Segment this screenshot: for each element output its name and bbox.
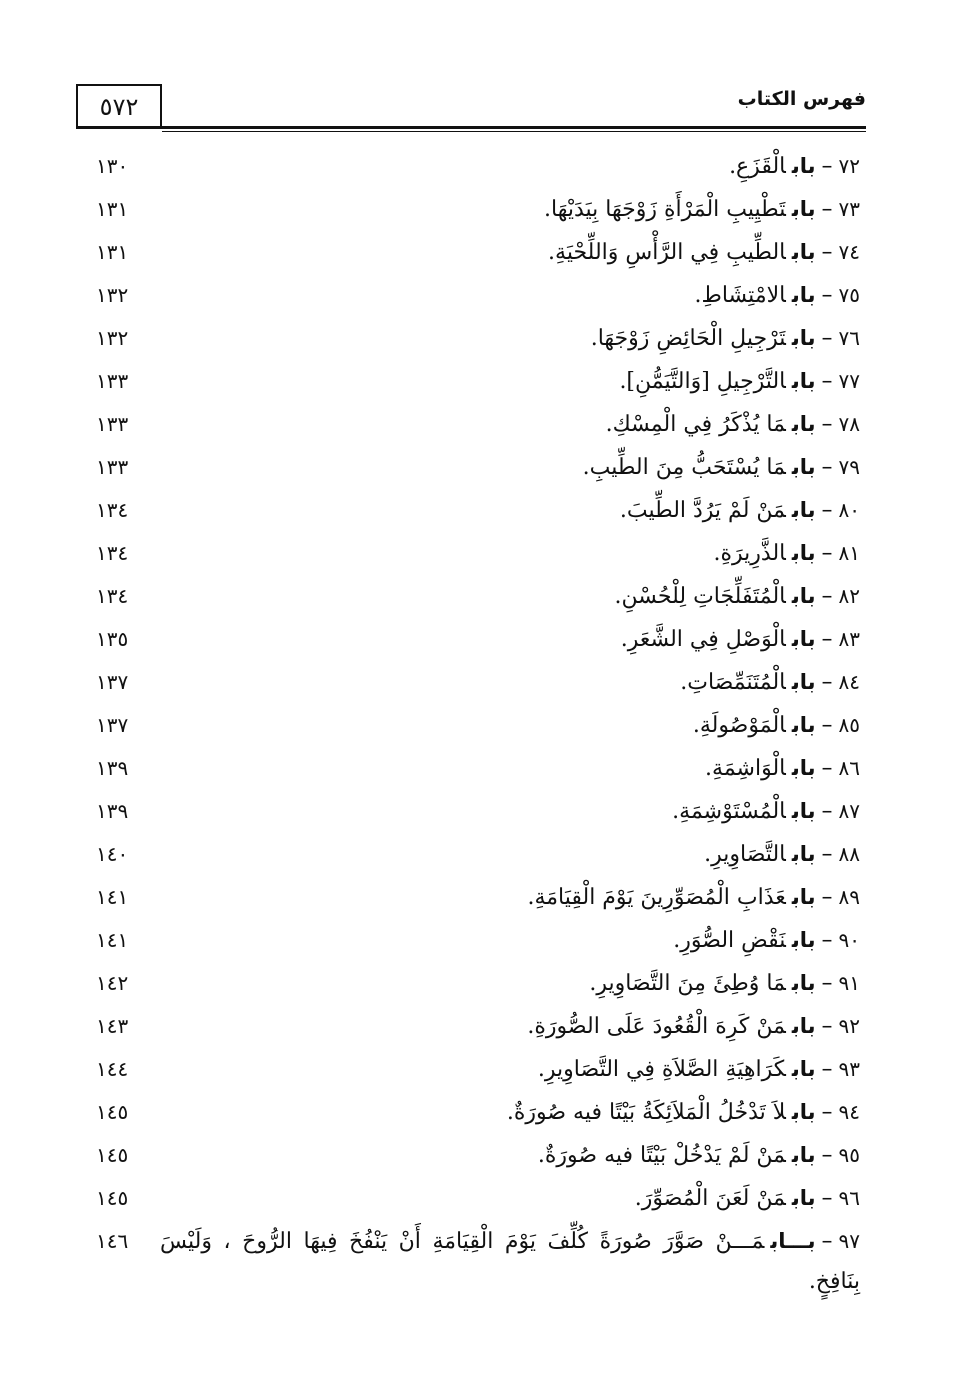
entry-number: ٨١ (838, 541, 860, 565)
entry-bab: باب (791, 240, 816, 264)
entry-dash: – (821, 713, 833, 738)
entry-page: ١٣٤ (96, 541, 129, 565)
entry-number: ٧٦ (838, 326, 860, 350)
entry-number: ٨٣ (838, 627, 860, 651)
entry-page: ١٤٠ (96, 842, 129, 866)
entry-title: الْمُسْتَوْشِمَةِ. (672, 799, 786, 824)
entry-dash: – (821, 412, 833, 437)
entry-page: ١٤٥ (96, 1100, 129, 1124)
entry-bab: باب (791, 1186, 816, 1210)
index-entry (90, 1221, 860, 1307)
entry-number: ٨٨ (838, 842, 860, 866)
entry-number: ٩٥ (838, 1143, 860, 1167)
entry-number: ٨٧ (838, 799, 860, 823)
entry-dash: – (821, 154, 833, 179)
entry-title: الامْتِشَاطِ. (694, 283, 786, 308)
entry-bab: باب (791, 928, 816, 952)
entry-title: مَنْ لَمْ يَدْخُلْ بَيْتًا فيه صُورَةٌ. (537, 1143, 786, 1168)
entry-number: ٨٩ (838, 885, 860, 909)
entry-bab: باب (791, 713, 816, 737)
entry-bab: باب (791, 756, 816, 780)
entry-number: ٨٥ (838, 713, 860, 737)
entry-bab: باب (791, 154, 816, 178)
entry-dash: – (821, 326, 833, 351)
entry-number: ٩٦ (838, 1186, 860, 1210)
entry-page: ١٣٧ (96, 713, 129, 737)
entry-dash: – (821, 799, 833, 824)
entry-number: ٩٧ (838, 1229, 860, 1253)
entry-bab: باب (791, 584, 816, 608)
entry-page: ١٣٣ (96, 369, 129, 393)
index-entry (90, 318, 860, 361)
entry-number: ٩٠ (838, 928, 860, 952)
entry-page: ١٣٢ (96, 283, 129, 307)
entry-dash: – (821, 1014, 833, 1039)
entry-bab: باب (791, 326, 816, 350)
entry-dash: – (821, 842, 833, 867)
entry-title: التَّصَاوِيرِ. (704, 842, 786, 867)
entry-title: مَنْ لَمْ يَرُدَّ الطِّيبَ. (619, 498, 786, 523)
entry-dash: – (821, 1186, 833, 1211)
entry-bab: باب (791, 885, 816, 909)
entry-title: الْمَوْصُولَةِ. (692, 713, 786, 738)
entry-number: ٧٨ (838, 412, 860, 436)
entry-number: ٨٤ (838, 670, 860, 694)
entry-number: ٧٩ (838, 455, 860, 479)
running-title: فهرس الكتاب (737, 88, 866, 110)
entry-dash: – (821, 627, 833, 652)
entry-dash: – (821, 1057, 833, 1082)
entry-page: ١٤٥ (96, 1186, 129, 1210)
entry-dash: – (821, 455, 833, 480)
entry-number: ٧٢ (838, 154, 860, 178)
entry-title: الْوَصْلِ فِي الشَّعَرِ. (620, 627, 786, 652)
entry-bab: بـــاب (770, 1229, 816, 1253)
entry-dash: – (821, 283, 833, 308)
entry-bab: باب (791, 283, 816, 307)
entry-bab: باب (791, 412, 816, 436)
entry-dash: – (821, 1229, 833, 1254)
entry-title: الذَّرِيرَةِ. (713, 541, 786, 566)
entry-page: ١٣٢ (96, 326, 129, 350)
entry-bab: باب (791, 1014, 816, 1038)
entry-bab: باب (791, 842, 816, 866)
entry-number: ٩٢ (838, 1014, 860, 1038)
entry-bab: باب (791, 197, 816, 221)
entry-dash: – (821, 670, 833, 695)
index-entry (90, 361, 860, 404)
entry-title: نَقْضِ الصُّوَرِ. (673, 928, 786, 953)
header-rule (76, 126, 866, 129)
index-entry (90, 1006, 860, 1049)
entry-bab: باب (791, 455, 816, 479)
entry-title: الْمُتَفَلِّجَاتِ لِلْحُسْنِ. (614, 584, 786, 609)
entry-page: ١٣٣ (96, 455, 129, 479)
index-entry (90, 1135, 860, 1178)
entry-dash: – (821, 1100, 833, 1125)
entry-page: ١٣٩ (96, 756, 129, 780)
entry-number: ٧٣ (838, 197, 860, 221)
index-entry (90, 1178, 860, 1221)
index-entry (90, 877, 860, 920)
entry-title: كَرَاهِيَةِ الصَّلاَةِ فِي التَّصَاوِيرِ. (537, 1057, 786, 1082)
entry-dash: – (821, 240, 833, 265)
page-number: ٥٧٢ (76, 84, 162, 128)
index-entry (90, 920, 860, 963)
entry-bab: باب (791, 1057, 816, 1081)
entry-bab: باب (791, 670, 816, 694)
entry-dash: – (821, 197, 833, 222)
index-entry (90, 662, 860, 705)
index-entry (90, 447, 860, 490)
entry-page: ١٣٥ (96, 627, 129, 651)
entry-title: مَنْ لَعَنَ الْمُصَوِّرَ. (634, 1186, 786, 1211)
entry-page: ١٣٩ (96, 799, 129, 823)
page-header (76, 84, 866, 130)
entry-title: الطِّيبِ فِي الرَّأْسِ وَاللِّحْيَةِ. (548, 240, 786, 265)
entry-bab: باب (791, 498, 816, 522)
entry-title: مَا وُطِئَ مِنَ التَّصَاوِيرِ. (589, 971, 786, 996)
entry-title: الْوَاشِمَةِ. (705, 756, 786, 781)
entry-dash: – (821, 584, 833, 609)
entry-number: ٨٦ (838, 756, 860, 780)
entry-bab: باب (791, 1100, 816, 1124)
index-entry (90, 232, 860, 275)
index-entry (90, 791, 860, 834)
entry-dash: – (821, 369, 833, 394)
entry-dash: – (821, 756, 833, 781)
entry-number: ٩٤ (838, 1100, 860, 1124)
entry-title: مَـــنْ صَوَّرَ صُورَةً كُلِّفَ يَوْمَ الْقِيَامَةِ أَنْ يَنْفُخَ فِيهَا الرُّوحَ ، وَلَيْسَ بِنَافِخٍ. (160, 1229, 860, 1294)
entry-dash: – (821, 928, 833, 953)
entry-number: ٩١ (838, 971, 860, 995)
entry-title: الْمُتَنَمِّصَاتِ. (680, 670, 786, 695)
index-entry (90, 705, 860, 748)
entry-page: ١٤١ (96, 885, 129, 909)
index-entry (90, 1092, 860, 1135)
index-entry (90, 963, 860, 1006)
index-entry (90, 1049, 860, 1092)
header-rule-thin (162, 131, 866, 132)
entry-bab: باب (791, 971, 816, 995)
entry-dash: – (821, 541, 833, 566)
entry-title: مَا يُسْتَحَبُّ مِنَ الطِّيبِ. (582, 455, 786, 480)
entry-dash: – (821, 885, 833, 910)
entry-page: ١٤٤ (96, 1057, 129, 1081)
index-entry (90, 533, 860, 576)
entry-dash: – (821, 971, 833, 996)
index-entry (90, 146, 860, 189)
entry-title: تَطْيِيبِ الْمَرْأَةِ زَوْجَهَا بِيَدَيْهَا. (544, 197, 786, 222)
entry-title: لاَ تَدْخُلُ الْمَلاَئِكَةُ بَيْتًا فيه صُورَةٌ. (506, 1100, 786, 1125)
entry-number: ٨٢ (838, 584, 860, 608)
entry-page: ١٣٧ (96, 670, 129, 694)
entry-page: ١٣٠ (96, 154, 129, 178)
entry-number: ٧٥ (838, 283, 860, 307)
entry-bab: باب (791, 1143, 816, 1167)
entry-number: ٩٣ (838, 1057, 860, 1081)
index-entry (90, 619, 860, 662)
entry-page: ١٤٦ (96, 1229, 129, 1253)
index-entry (90, 404, 860, 447)
index-entry (90, 275, 860, 318)
entry-dash: – (821, 1143, 833, 1168)
entry-title: مَنْ كَرِهَ الْقُعُودَ عَلَى الصُّورَةِ. (527, 1014, 786, 1039)
entry-title: التَّرْجِيلِ [وَالتَّيَمُّنِ]. (619, 369, 786, 394)
entry-bab: باب (791, 799, 816, 823)
entry-number: ٧٤ (838, 240, 860, 264)
entry-page: ١٤٣ (96, 1014, 129, 1038)
entry-bab: باب (791, 627, 816, 651)
entry-number: ٨٠ (838, 498, 860, 522)
entry-page: ١٣١ (96, 197, 129, 221)
entry-title: تَرْجِيلِ الْحَائِضِ زَوْجَهَا. (590, 326, 786, 351)
entry-page: ١٣٤ (96, 584, 129, 608)
index-entry (90, 748, 860, 791)
entry-dash: – (821, 498, 833, 523)
entry-number: ٧٧ (838, 369, 860, 393)
entry-bab: باب (791, 541, 816, 565)
entry-title: الْقَزَعِ. (729, 154, 786, 179)
index-entry (90, 834, 860, 877)
entry-title: مَا يُذْكَرُ فِي الْمِسْكِ. (605, 412, 786, 437)
entry-title: عَذَابِ الْمُصَوِّرِينَ يَوْمَ الْقِيَامَةِ. (527, 885, 786, 910)
entry-page: ١٤٢ (96, 971, 129, 995)
index-entry (90, 490, 860, 533)
entry-page: ١٣١ (96, 240, 129, 264)
entry-page: ١٤١ (96, 928, 129, 952)
entry-bab: باب (791, 369, 816, 393)
entry-page: ١٤٥ (96, 1143, 129, 1167)
index-entry (90, 576, 860, 619)
index-entry (90, 189, 860, 232)
entry-page: ١٣٤ (96, 498, 129, 522)
entry-page: ١٣٣ (96, 412, 129, 436)
index-entries (90, 146, 860, 1307)
